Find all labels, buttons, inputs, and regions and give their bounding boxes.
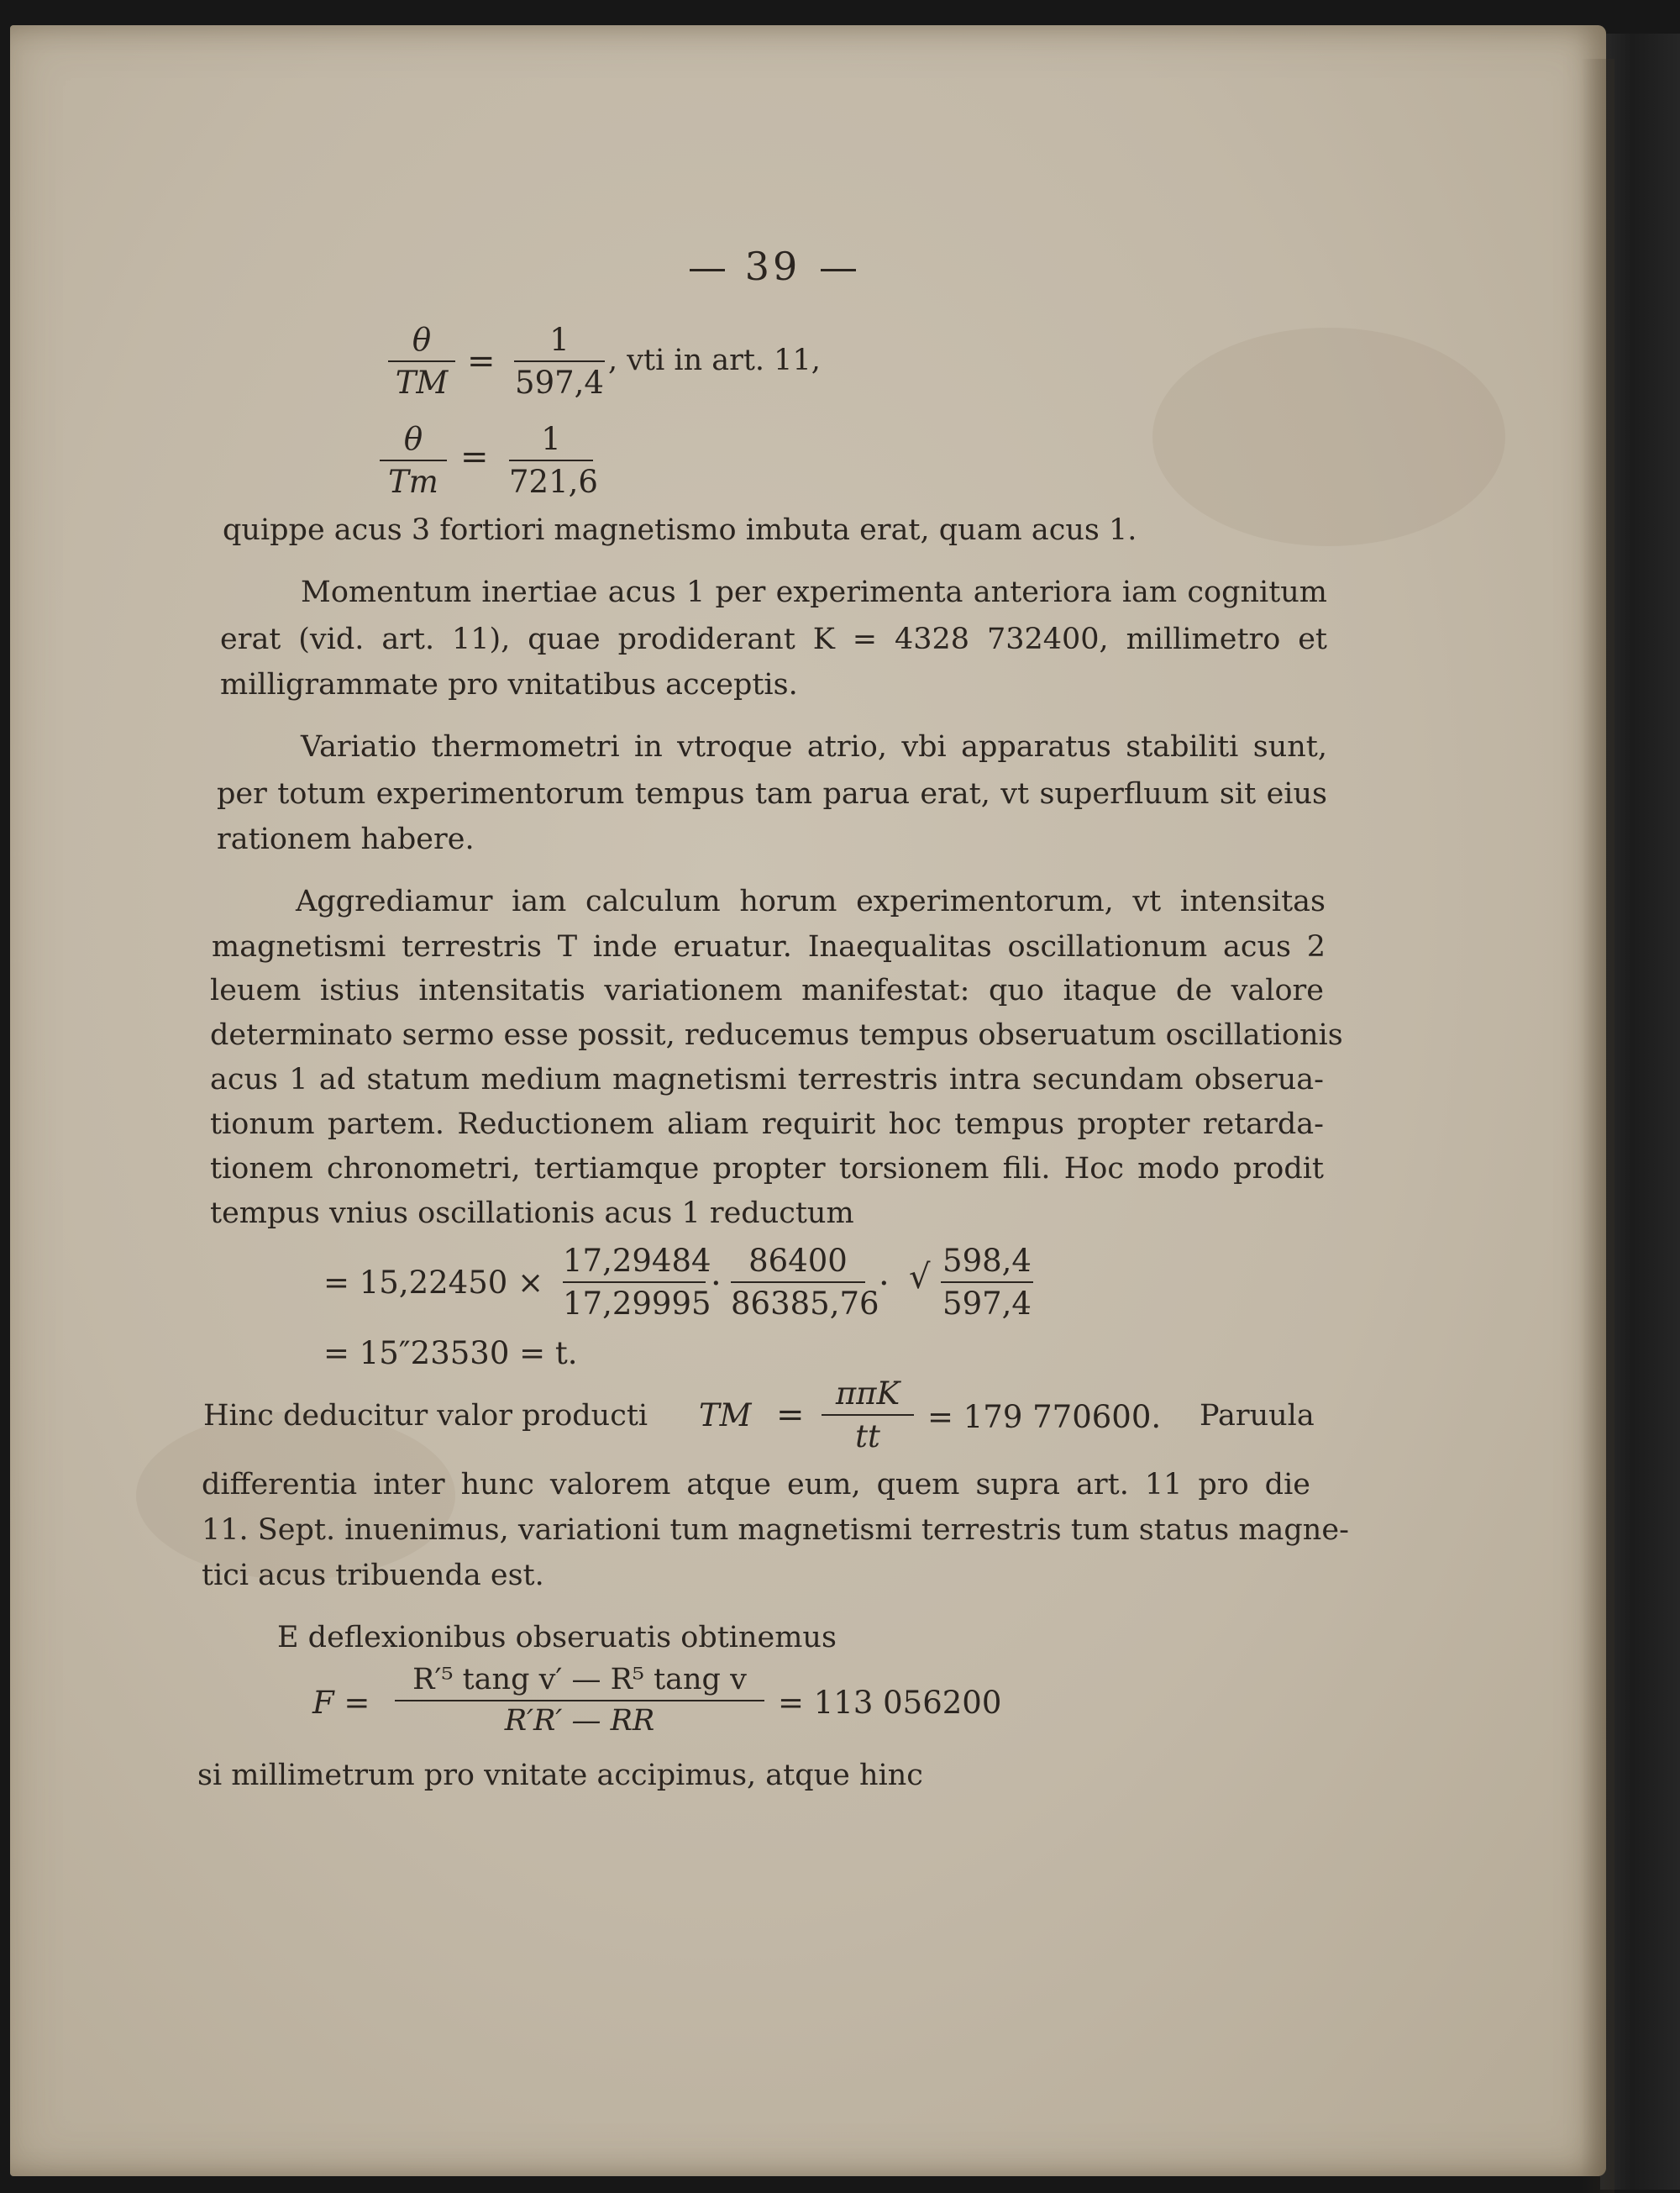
eq3-result: = 15″23530 = t. [323,1335,578,1371]
eq4-text-before: Hinc deducitur valor producti [203,1399,648,1433]
text-line: rationem habere. [217,823,475,856]
eq2-equals: = [460,438,489,476]
eq3-prefix: = 15,22450 × [323,1265,544,1301]
text-line: Aggrediamur iam calculum horum experimentorum, vt intensitas [296,885,1326,918]
page-number: 39 [647,244,899,289]
eq4-equals: = [776,1396,805,1434]
text-line: tici acus tribuenda est. [202,1559,544,1592]
eq3-dot: · [879,1265,890,1303]
text-line: leuem istius intensitatis variationem manifestat: quo itaque de valore [210,974,1324,1007]
text-line: magnetismi terrestris T inde eruatur. Inaequalitas oscillationum acus 2 [212,930,1326,964]
text-line: acus 1 ad statum medium magnetismi terrestris intra secundam obserua- [210,1063,1324,1096]
text-line: milligrammate pro vnitatibus acceptis. [220,668,798,702]
eq1-equals: = [467,342,496,381]
text-line: differentia inter hunc valorem atque eum, quem supra art. 11 pro die [202,1468,1310,1501]
text-line: erat (vid. art. 11), quae prodiderant K = 4328 732400, millimetro et [220,623,1327,656]
text-line: E deflexionibus obseruatis obtinemus [277,1621,837,1654]
eq3-fraction-3: 598,4 597,4 [941,1245,1033,1319]
paper-stain [1152,328,1505,546]
eq1-note: , vti in art. 11, [608,344,821,377]
eq4-fraction: ππK tt [822,1378,914,1452]
text-line: si millimetrum pro vnitate accipimus, atque hinc [197,1759,923,1792]
square-root-icon: √ [909,1258,931,1296]
eq4-value: = 179 770600. [927,1399,1162,1435]
text-line: quippe acus 3 fortiori magnetismo imbuta erat, quam acus 1. [223,513,1137,547]
eq3-fraction-2: 86400 86385,76 [731,1243,879,1322]
page-edge-shadow [1581,59,1614,2193]
text-line: determinato sermo esse possit, reducemus tempus obseruatum oscillationis [210,1018,1343,1052]
eq3-dot: · [711,1265,722,1303]
eq5-value: = 113 056200 [778,1685,1002,1721]
text-line: Momentum inertiae acus 1 per experimenta anteriora iam cognitum [301,576,1327,609]
text-line: 11. Sept. inuenimus, variationi tum magnetismi terrestris tum status magne- [202,1513,1349,1547]
eq1-lhs-fraction: θ TM [388,324,455,398]
text-line: per totum experimentorum tempus tam parua erat, vt superfluum sit eius [217,777,1327,811]
eq4-lhs: TM [699,1397,752,1433]
text-line: tempus vnius oscillationis acus 1 reductum [210,1196,854,1230]
eq1-rhs-fraction: 1 597,4 [515,322,604,401]
text-line: tionem chronometri, tertiamque propter torsionem fili. Hoc modo prodit [210,1152,1324,1186]
eq3-fraction-1: 17,29484 17,29995 [563,1243,711,1322]
text-line: Variatio thermometri in vtroque atrio, vbi apparatus stabiliti sunt, [301,730,1327,764]
eq5-fraction: R′⁵ tang v′ — R⁵ tang v R′R′ — RR [395,1665,764,1736]
eq5-lhs: F = [312,1685,370,1721]
eq2-rhs-fraction: 1 721,6 [509,421,598,500]
eq2-lhs-fraction: θ Tm [380,423,447,497]
eq4-text-after: Paruula [1200,1399,1315,1433]
text-line: tionum partem. Reductionem aliam requirit hoc tempus propter retarda- [210,1107,1324,1141]
